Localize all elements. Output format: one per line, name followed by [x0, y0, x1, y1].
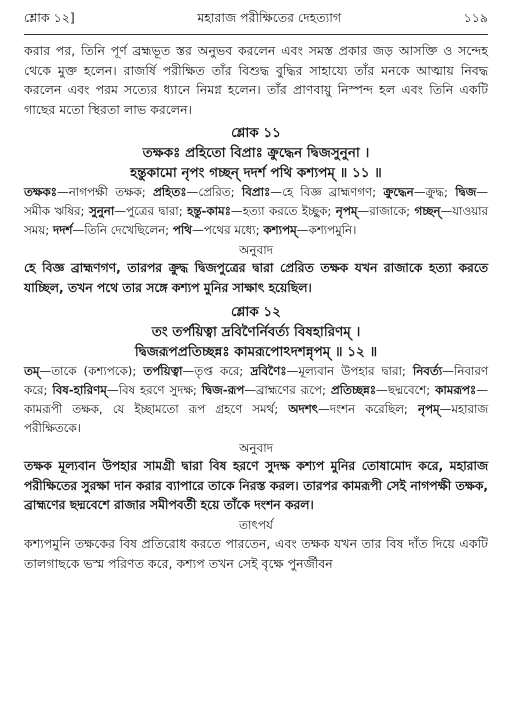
sloka-12-verse-line-1: তং তর্পয়িত্বা দ্রবিণৈর্নিবর্ত্য বিষহারিণম্ ।: [151, 324, 361, 341]
syn-meaning: —যাওয়ার সময়;: [24, 204, 488, 238]
syn-meaning: —হত্যা করতে ইচ্ছুক;: [230, 204, 336, 219]
syn-meaning: —প্রেরিত;: [186, 185, 242, 200]
sloka-11-verse-line-1: তক্ষকঃ প্রহিতো বিপ্রাঃ ক্রুদ্ধেন দ্বিজসুনুনা ।: [142, 145, 370, 162]
sloka-11-title: শ্লোক ১১: [231, 125, 281, 142]
syn-term: কশ্যপম্: [263, 223, 297, 238]
syn-term: তক্ষকঃ: [24, 185, 57, 200]
header-rule: [24, 34, 488, 35]
syn-term: বিপ্রাঃ: [241, 185, 271, 200]
syn-meaning: —তাকে (কশ্যপকে);: [39, 364, 144, 379]
sloka-12-translation: তক্ষক মূল্যবান উপহার সামগ্রী দ্বারা বিষ হরণে সুদক্ষ কশ্যপ মুনির তোষামোদ করে, মহারাজ পরীক্ষিতের সুরক্ষা দান করার ব্যাপারে তাকে নিরস্ত করল। তারপর কামরূপী সেই নাগপক্ষী তক্ষক, ব্রাহ্মণের ছদ্মবেশে রাজার সমীপবর্তী হয়ে তাঁকে দংশন করল।: [24, 459, 488, 512]
page-header: [24, 10, 488, 32]
syn-meaning: —তিনি দেখেছিলেন;: [72, 223, 173, 238]
syn-term: তম্: [24, 364, 40, 379]
syn-meaning: —সমীক ঋষির;: [24, 185, 488, 219]
syn-term: দদর্শ: [53, 223, 73, 238]
syn-meaning: —ব্রাহ্মণের রূপে;: [244, 383, 331, 398]
syn-term: ক্রুদ্ধেন: [383, 185, 414, 200]
syn-meaning: —হে বিজ্ঞ ব্রাহ্মণগণ;: [270, 185, 384, 200]
header-chapter-title: মহারাজ পরীক্ষিতের দেহত্যাগ: [197, 10, 342, 25]
syn-term: দ্বিজ: [455, 185, 477, 200]
sloka-12-purport-heading: তাৎপর্য: [239, 518, 273, 533]
syn-meaning: —বিষ হরণে সুদক্ষ;: [106, 383, 202, 398]
syn-meaning: —ক্রুদ্ধ;: [413, 185, 456, 200]
syn-term: প্রহিতঃ: [152, 185, 187, 200]
header-verse-ref: শ্লোক ১২]: [24, 10, 75, 25]
syn-term: তর্পয়িত্বা: [143, 364, 183, 379]
header-page-number: ১১৯: [463, 10, 488, 25]
book-page: [24, 10, 488, 574]
sloka-11-synonyms: [24, 183, 488, 240]
syn-meaning: —মহারাজ পরীক্ষিতকে।: [24, 402, 488, 436]
syn-term: নৃপম্: [335, 204, 358, 219]
syn-meaning: —নাগপক্ষী তক্ষক;: [56, 185, 153, 200]
syn-meaning: —দংশন করেছিল;: [317, 402, 418, 417]
sloka-12-synonyms: [24, 362, 488, 438]
syn-term: নৃপম্: [417, 402, 440, 417]
syn-meaning: —কামরূপী তক্ষক, যে ইচ্ছামতো রূপ গ্রহণে সমর্থ;: [24, 383, 489, 417]
sloka-11-translation: হে বিজ্ঞ ব্রাহ্মণগণ, তারপর ক্রুদ্ধ দ্বিজপুত্রের দ্বারা প্রেরিত তক্ষক যখন রাজাকে হত্যা করতে যাচ্ছিল, তখন পথে তার সঙ্গে কশ্যপ মুনির সাক্ষাৎ হয়েছিল।: [24, 261, 488, 295]
syn-term: হন্তু-কামঃ: [187, 204, 231, 219]
sloka-12-title: শ্লোক ১২: [231, 304, 281, 321]
sloka-11-verse-line-2: হন্তুকামো নৃপং গচ্ছন্ দদর্শ পথি কশ্যপম্ ॥ ১১ ॥: [130, 165, 382, 182]
syn-term: নিবর্ত্য: [412, 364, 443, 379]
sloka-12-translation-heading: অনুবাদ: [238, 441, 274, 456]
sloka-12-purport: কশ্যপমুনি তক্ষকের বিষ প্রতিরোধ করতে পারতেন, এবং তক্ষক যখন তার বিষ দাঁত দিয়ে একটি তালগাছকে ভস্ম পরিণত করে, কশ্যপ তখন সেই বৃক্ষে পুনর্জীবন: [24, 536, 488, 571]
syn-meaning: —রাজাকে;: [357, 204, 415, 219]
syn-term: দ্বিজ-রূপ: [201, 383, 245, 398]
syn-meaning: —তৃপ্ত করে;: [182, 364, 251, 379]
intro-paragraph: করার পর, তিনি পূর্ণ ব্রহ্মভূত স্তর অনুভব করলেন এবং সমস্ত প্রকার জড় আসক্তি ও সন্দেহ থেকে মুক্ত হলেন। রাজর্ষি পরীক্ষিত তাঁর বিশুদ্ধ বুদ্ধির সাহায্যে তাঁর মনকে আত্মায় নিবদ্ধ করলেন এবং পরম সত্যের ধ্যানে নিমগ্ন হলেন। তাঁর প্রাণবায়ু নিস্পন্দ হল এবং তিনি একটি গাছের মতো স্থিরতা লাভ করলেন।: [24, 43, 488, 117]
syn-meaning: —পথের মধ্যে;: [191, 223, 264, 238]
syn-meaning: —নিবারণ করে;: [24, 364, 488, 398]
syn-term: কামরূপঃ: [435, 383, 477, 398]
syn-term: দ্রবিণৈঃ: [250, 364, 287, 379]
syn-meaning: —ছদ্মবেশে;: [376, 383, 436, 398]
syn-term: প্রতিচ্ছন্নঃ: [330, 383, 377, 398]
syn-meaning: —কশ্যপমুনি।: [296, 223, 357, 238]
sloka-11-translation-heading: অনুবাদ: [238, 243, 274, 258]
sloka-12-verse-line-2: দ্বিজরূপপ্রতিচ্ছন্নঃ কামরূপোঽদশন্নৃপম্ ॥ ১২ ॥: [134, 344, 378, 361]
syn-term: অদশৎ: [288, 402, 318, 417]
syn-meaning: —পুত্রের দ্বারা;: [114, 204, 188, 219]
syn-term: বিষ-হারিণম্: [52, 383, 107, 398]
syn-term: পথি: [172, 223, 192, 238]
syn-term: গচ্ছন্: [414, 204, 441, 219]
syn-term: সুনুনা: [88, 204, 115, 219]
syn-meaning: —মূল্যবান উপহার দ্বারা;: [286, 364, 413, 379]
